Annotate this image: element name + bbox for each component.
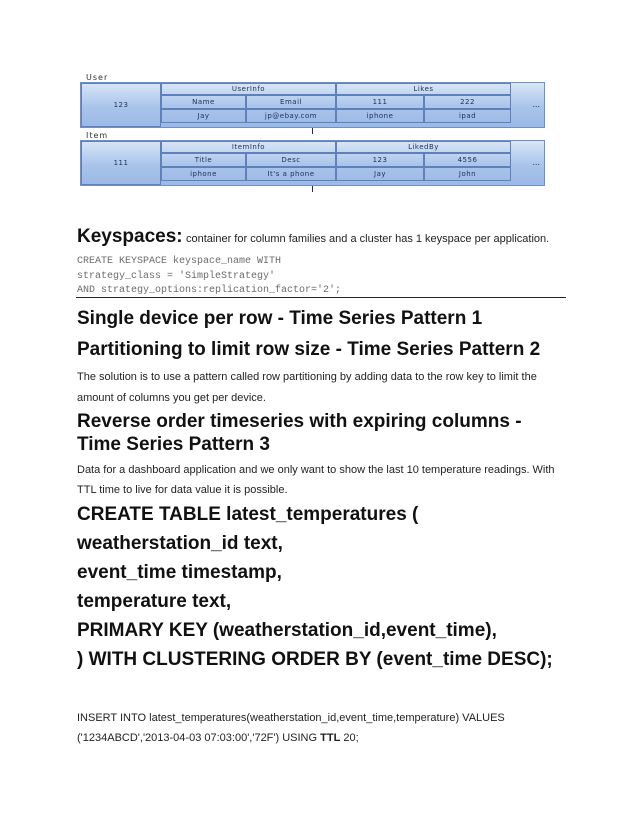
user-connector (312, 128, 313, 134)
create-table-line-6: ) WITH CLUSTERING ORDER BY (event_time DESC); (77, 649, 553, 670)
user-more-ellipsis: ... (532, 99, 540, 109)
pattern-1-heading: Single device per row - Time Series Pattern 1 (77, 308, 483, 329)
item-group-iteminfo: ItemInfo (161, 141, 336, 153)
user-col-email: Email (246, 95, 336, 109)
create-table-line-5: PRIMARY KEY (weatherstation_id,event_time), (77, 620, 497, 641)
item-connector (312, 186, 313, 192)
keyspaces-description: container for column families and a cluster has 1 keyspace per application. (186, 233, 550, 245)
pattern-3-body-line-2: TTL time to live for data value it is possible. (77, 484, 288, 496)
keyspace-code-line-2: strategy_class = 'SimpleStrategy' (77, 271, 276, 282)
item-col-123: 123 (336, 153, 424, 167)
keyspaces-heading: Keyspaces: (77, 226, 183, 247)
user-val-222: ipad (424, 109, 511, 123)
insert-ttl-keyword: TTL (320, 732, 341, 744)
insert-line-2 (77, 732, 359, 744)
item-col-desc: Desc (246, 153, 336, 167)
insert-line-2-values: ('1234ABCD','2013-04-03 07:03:00','72F') USING (77, 732, 321, 744)
pattern-2-heading: Partitioning to limit row size - Time Series Pattern 2 (77, 339, 541, 360)
item-col-4556: 4556 (424, 153, 511, 167)
pattern-2-body-line-1: The solution is to use a pattern called row partitioning by adding data to the row key to limit the (77, 371, 537, 383)
user-val-name: Jay (161, 109, 246, 123)
user-val-111: iphone (336, 109, 424, 123)
item-val-title: iphone (161, 167, 246, 181)
user-col-111: 111 (336, 95, 424, 109)
item-row-key: 111 (81, 141, 161, 185)
user-family-label: User (86, 73, 109, 82)
item-row (80, 140, 545, 186)
pattern-2-body-line-2: amount of columns you get per device. (77, 392, 266, 404)
insert-line-1: INSERT INTO latest_temperatures(weatherstation_id,event_time,temperature) VALUES (77, 712, 505, 724)
pattern-3-body-line-1: Data for a dashboard application and we only want to show the last 10 temperature readings. With (77, 464, 555, 476)
user-group-userinfo: UserInfo (161, 83, 336, 95)
create-table-line-4: temperature text, (77, 591, 232, 612)
user-row-key: 123 (81, 83, 161, 127)
keyspace-code-line-3: AND strategy_options:replication_factor='2'; (77, 285, 342, 296)
user-group-likes: Likes (336, 83, 511, 95)
keyspace-code-line-1: CREATE KEYSPACE keyspace_name WITH (77, 256, 282, 267)
user-col-222: 222 (424, 95, 511, 109)
item-val-desc: It's a phone (246, 167, 336, 181)
pattern-3-heading-line-1: Reverse order timeseries with expiring columns - (77, 411, 522, 432)
user-row (80, 82, 545, 128)
create-table-line-1: CREATE TABLE latest_temperatures ( (77, 504, 419, 525)
create-table-line-3: event_time timestamp, (77, 562, 282, 583)
item-col-title: Title (161, 153, 246, 167)
user-col-name: Name (161, 95, 246, 109)
pattern-3-heading-line-2: Time Series Pattern 3 (77, 434, 270, 455)
item-group-likedby: LikedBy (336, 141, 511, 153)
item-more-ellipsis: ... (532, 157, 540, 167)
item-family-label: Item (86, 131, 109, 140)
item-val-123: Jay (336, 167, 424, 181)
item-val-4556: John (424, 167, 511, 181)
section-divider (76, 297, 566, 298)
user-val-email: jp@ebay.com (246, 109, 336, 123)
insert-line-2-end: 20; (340, 732, 359, 744)
create-table-line-2: weatherstation_id text, (77, 533, 283, 554)
column-family-diagram (80, 73, 545, 191)
